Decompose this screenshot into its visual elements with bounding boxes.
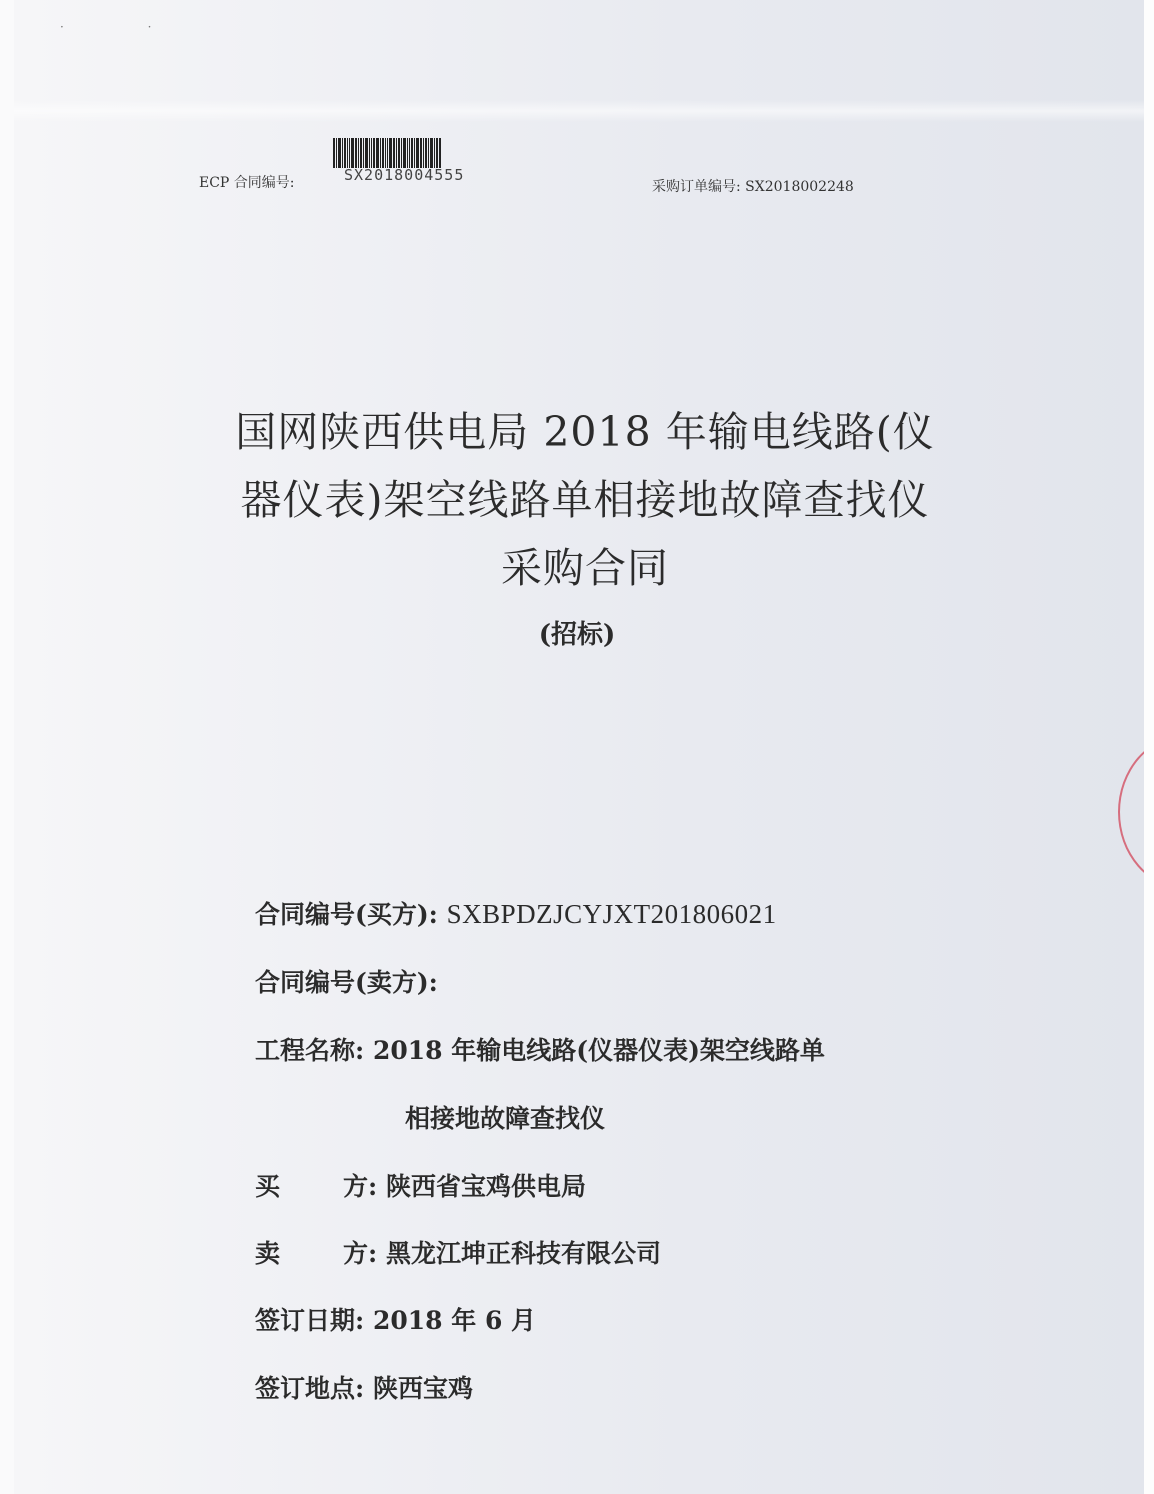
title-line-1: 国网陕西供电局 2018 年输电线路(仪 <box>235 408 935 456</box>
seal-circle-icon <box>1118 735 1144 889</box>
field-value: 黑龙江坤正科技有限公司 <box>385 1239 661 1268</box>
ecp-number: SX2018004555 <box>344 166 465 184</box>
field-label-char1: 买 <box>255 1172 281 1201</box>
purchase-order-number: 采购订单编号: SX2018002248 <box>652 179 854 195</box>
ecp-label: ECP 合同编号: <box>199 175 295 191</box>
field-value: 陕西省宝鸡供电局 <box>385 1172 586 1201</box>
scan-left-edge <box>0 0 15 1494</box>
red-seal-stamp <box>1110 730 1144 890</box>
title-line-3: 采购合同 <box>501 544 669 592</box>
field-label-char2: 方: <box>343 1239 378 1268</box>
project-name <box>255 1031 825 1067</box>
field-value: 陕西宝鸡 <box>372 1374 473 1403</box>
scan-right-edge <box>1144 0 1154 1494</box>
field-label: 合同编号(买方): <box>255 900 438 929</box>
sign-place <box>255 1369 473 1405</box>
field-value: SXBPDZJCYJXT201806021 <box>446 899 777 929</box>
document-subtitle: (招标) <box>538 620 616 650</box>
field-label: 签订地点: <box>255 1374 365 1403</box>
field-label: 工程名称: <box>255 1036 365 1065</box>
scan-specks: · · <box>60 20 192 34</box>
ecp-contract-number <box>199 166 465 192</box>
field-label-char1: 卖 <box>255 1239 281 1268</box>
scan-artifact-band <box>14 100 1144 122</box>
field-label: 签订日期: <box>255 1306 365 1335</box>
barcode-icon <box>333 138 483 168</box>
title-line-2: 器仪表)架空线路单相接地故障查找仪 <box>240 476 930 524</box>
document-title <box>190 398 980 602</box>
seller-contract-number <box>255 963 438 999</box>
seller <box>255 1234 661 1270</box>
buyer <box>255 1167 586 1203</box>
field-label-char2: 方: <box>343 1172 378 1201</box>
field-value: 2018 年输电线路(仪器仪表)架空线路单 <box>372 1036 825 1065</box>
sign-date <box>255 1301 536 1337</box>
buyer-contract-number <box>255 895 777 931</box>
project-name-continued: 相接地故障查找仪 <box>405 1104 606 1133</box>
field-label: 合同编号(卖方): <box>255 968 438 997</box>
field-value: 2018 年 6 月 <box>372 1306 537 1335</box>
